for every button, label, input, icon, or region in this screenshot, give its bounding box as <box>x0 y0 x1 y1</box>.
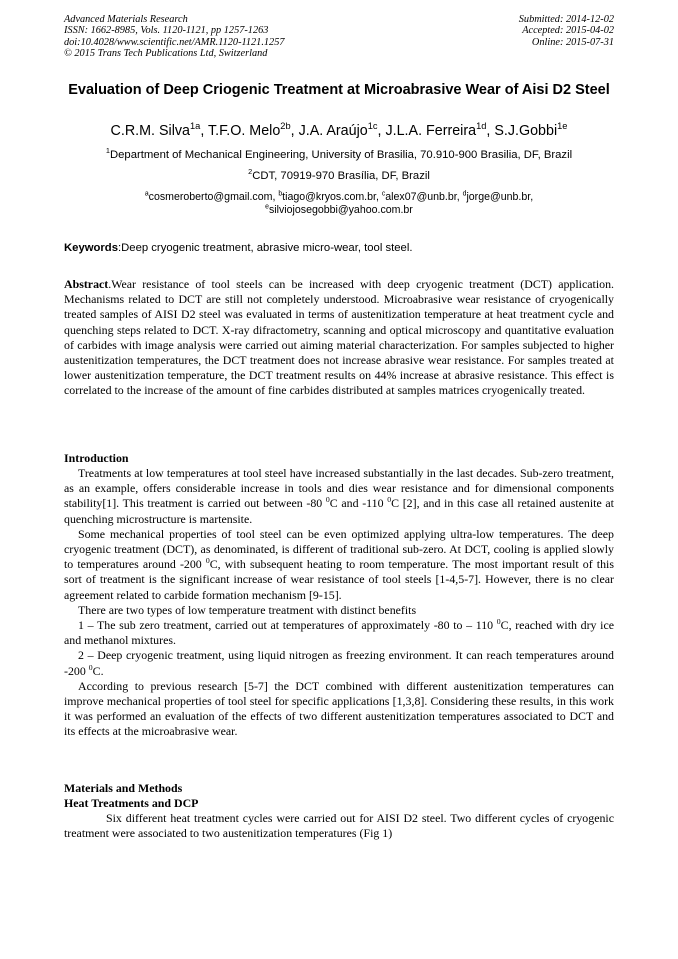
online-date: Online: 2015-07-31 <box>531 36 614 48</box>
dates-header <box>414 14 614 48</box>
paragraph: There are two types of low temperature treatment with distinct benefits <box>78 602 417 617</box>
email[interactable]: $^c$alex07@unb.br <box>381 190 457 203</box>
heat-treatments-subheading: Heat Treatments and DCP <box>64 796 199 811</box>
section-heading-materials <box>64 781 198 811</box>
email[interactable]: $^e$silviojosegobbi@yahoo.com.br <box>265 203 413 216</box>
issn-line: ISSN: 1662-8985, Vols. 1120-1121, pp 1257-1263 <box>64 25 269 37</box>
section-heading-introduction: Introduction <box>64 451 129 465</box>
paragraph: 2 – Deep cryogenic treatment, using liquid nitrogen as freezing environment. It can reach temperatures around -200 $^0$C. <box>64 648 614 678</box>
author-list <box>40 122 638 140</box>
affiliation-1: $^1$Department of Mechanical Engineering, University of Brasilia, 70.910-900 Brasilia, DF, Brazil <box>105 146 573 161</box>
paragraph: Some mechanical properties of tool steel can be even optimized applying ultra-low temperatures. The deep cryogenic treatment (DCT), as denominated, is different of traditional sub-zero. At DCT, cooling is applied slowly to temperatures around -200 $^0$C, with subsequent heating to room temperature. The most important result of this sort of treatment is the significant increase of wear resistance of tool steels [1-4,5-7]. However, there is no clear agreement related to carbide formation mechanism [9-15]. <box>64 526 614 602</box>
keywords-text: :Deep cryogenic treatment, abrasive micro-wear, tool steel. <box>118 242 413 254</box>
copyright-line: © 2015 Trans Tech Publications Ltd, Switzerland <box>64 47 268 59</box>
abstract <box>64 277 614 399</box>
abstract-label: Abstract <box>64 277 109 291</box>
paragraph: Six different heat treatment cycles were carried out for AISI D2 steel. Two different cycles of cryogenic treatment were associated to two austenitization temperatures (Fig 1) <box>64 811 614 841</box>
materials-body <box>64 811 614 841</box>
submitted-date: Submitted: 2014-12-02 <box>518 14 614 25</box>
author: J.A. Araújo$^{1c}$, <box>298 121 386 139</box>
email[interactable]: $^b$tiago@kryos.com.br <box>278 190 376 203</box>
paragraph: Treatments at low temperatures at tool steel have increased substantially in the last decades. Sub-zero treatment, as an example, offers considerable increase in tools and dies wear resistance and for dimensional components stability[1]. This treatment is carried out between -80 $^0$C and -110 $^0$C [2], and in this case all retained austenite at quenching microstructure is martensite. <box>64 466 614 526</box>
doi-line: doi:10.4028/www.scientific.net/AMR.1120-1121.1257 <box>64 36 285 48</box>
paper-title: Evaluation of Deep Criogenic Treatment at Microabrasive Wear of Aisi D2 Steel <box>68 82 610 98</box>
author: T.F.O. Melo$^{2b}$, <box>208 121 299 139</box>
author: J.L.A. Ferreira$^{1d}$, <box>385 121 495 139</box>
paragraph: According to previous research [5-7] the DCT combined with different austenitization temperatures can improve mechanical properties of tool steel for specific applications [1,3,8]. Considering these results, in this work it was performed an evaluation of the effects of two different austenitization temperatures associated to DCT and its effects at the microabrasive wear. <box>64 678 614 739</box>
author: S.J.Gobbi$^{1e}$ <box>494 121 568 139</box>
accepted-date: Accepted: 2015-04-02 <box>522 25 614 37</box>
keywords <box>64 241 614 255</box>
affiliation-2: $^2$CDT, 70919-970 Brasília, DF, Brazil <box>248 167 430 182</box>
email[interactable]: $^d$jorge@unb.br <box>462 190 531 203</box>
introduction-body <box>64 466 614 740</box>
paragraph: 1 – The sub zero treatment, carried out at temperatures of approximately -80 to – 110 $^0$C, reached with dry ice and methanol mixtures. <box>64 617 614 648</box>
email[interactable]: $^a$cosmeroberto@gmail.com <box>144 190 273 203</box>
keywords-label: Keywords <box>64 242 118 254</box>
journal-header <box>64 14 394 59</box>
email-list: $^a$cosmeroberto@gmail.com, $^b$tiago@kryos.com.br, $^c$alex07@unb.br, $^d$jorge@unb.br, $^e$silviojosegobbi@yahoo.com.br <box>144 190 534 216</box>
journal-name: Advanced Materials Research <box>64 14 188 25</box>
author: C.R.M. Silva$^{1a}$, <box>110 121 208 139</box>
abstract-text: .Wear resistance of tool steels can be increased with deep cryogenic treatment (DCT) application. Mechanisms related to DCT are still not completely understood. Microabrasive wear resistance of cryogenically treated samples of AISI D2 steel was evaluated in terms of austenitization temperature at heat treatment cycle and quenching steps related to DCT. X-ray difractometry, scanning and optical microscopy and quantitative evaluation of carbides with image analysis were carried out aiming material characterization. For samples subjected to higher austenitization temperatures, the DCT treatment does not increase abrasive wear resistance. For samples treated at lower austenitization temperature, the DCT treatment results on 44% increase at abrasive resistance. This effect is correlated to the increase of the amount of fine carbides distributed at samples matrices cryogenically treated. <box>64 277 614 398</box>
materials-heading: Materials and Methods <box>64 781 183 795</box>
